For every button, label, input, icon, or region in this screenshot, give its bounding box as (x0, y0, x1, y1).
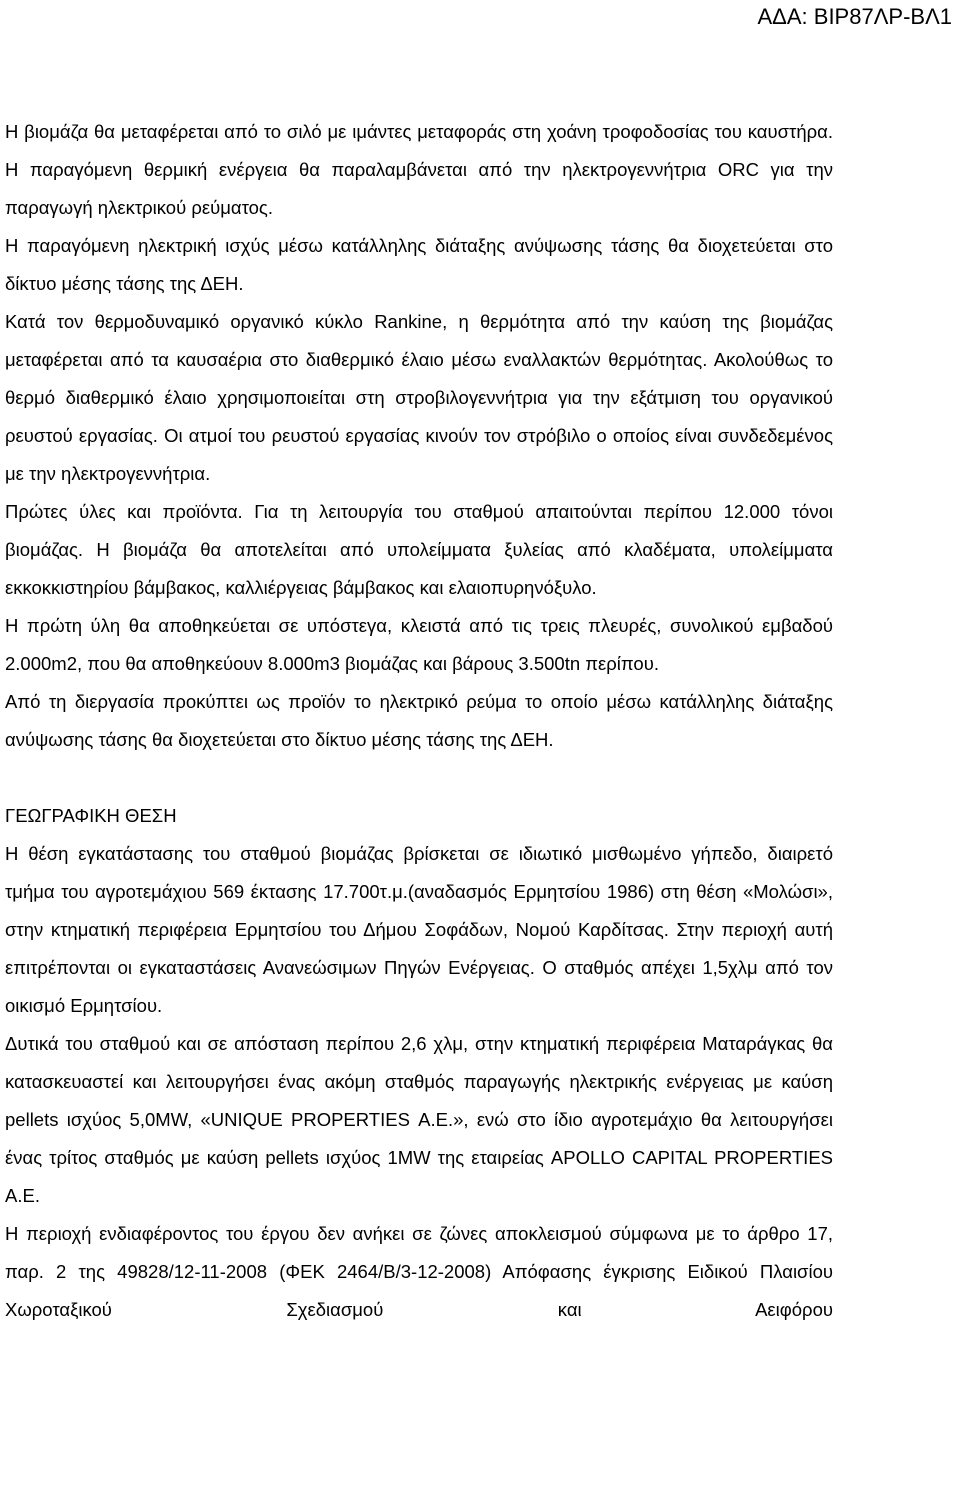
paragraph-biomass-transport: Η βιομάζα θα μεταφέρεται από το σιλό με ιμάντες μεταφοράς στη χοάνη τροφοδοσίας του καυστήρα. Η παραγόμενη θερμική ενέργεια θα παραλαμβάνεται από την ηλεκτρογεννήτρια ORC για την παραγωγή ηλεκτρικού ρεύματος. (5, 121, 833, 218)
paragraph-product: Από τη διεργασία προκύπτει ως προϊόν το ηλεκτρικό ρεύμα το οποίο μέσω κατάλληλης διάταξης ανύψωσης τάσης θα διοχετεύεται στο δίκτυο μέσης τάσης της ΔΕΗ. (5, 691, 833, 750)
paragraph-raw-materials: Πρώτες ύλες και προϊόντα. Για τη λειτουργία του σταθμού απαιτούνται περίπου 12.000 τόνοι βιομάζας. Η βιομάζα θα αποτελείται από υπολείμματα ξυλείας από κλαδέματα, υπολείμματα εκκοκκιστηρίου βάμβακος, καλλιέργειας βάμβακος και ελαιοπυρηνόξυλο. (5, 501, 833, 598)
document-body (5, 113, 833, 1329)
section-heading: ΓΕΩΓΡΑΦΙΚΗ ΘΕΣΗ (5, 805, 177, 826)
paragraph-power-grid: Η παραγόμενη ηλεκτρική ισχύς μέσω κατάλληλης διάταξης ανύψωσης τάσης θα διοχετεύεται στο δίκτυο μέσης τάσης της ΔΕΗ. (5, 235, 833, 294)
document-code: ΑΔΑ: ΒΙΡ87ΛΡ-ΒΛ1 (757, 4, 952, 29)
paragraph-nearby-stations: Δυτικά του σταθμού και σε απόσταση περίπου 2,6 χλμ, στην κτηματική περιφέρεια Mαταράγκας θα κατασκευαστεί και λειτουργήσει ένας ακόμη σταθμός παραγωγής ηλεκτρικής ενέργειας με καύση pellets ισχύος 5,0MW, «UNIQUE PROPERTIES Α.Ε.», ενώ στο ίδιο αγροτεμάχιο θα λειτουργήσει ένας τρίτος σταθμός με καύση pellets ισχύος 1MW της εταιρείας APOLLO CAPITAL PROPERTIES Α.Ε. (5, 1033, 833, 1206)
paragraph-exclusion-zones: Η περιοχή ενδιαφέροντος του έργου δεν ανήκει σε ζώνες αποκλεισμού σύμφωνα με το άρθρο 17, παρ. 2 της 49828/12-11-2008 (ΦΕΚ 2464/Β/3-12-2008) Απόφασης έγκρισης Ειδικού Πλαισίου Χωροταξικού Σχεδιασμού και Αειφόρου (5, 1223, 833, 1320)
paragraph-storage: Η πρώτη ύλη θα αποθηκεύεται σε υπόστεγα, κλειστά από τις τρεις πλευρές, συνολικού εμβαδού 2.000m2, που θα αποθηκεύουν 8.000m3 βιομάζας και βάρους 3.500tn περίπου. (5, 615, 833, 674)
paragraph-rankine-cycle: Κατά τον θερμοδυναμικό οργανικό κύκλο Rankine, η θερμότητα από την καύση της βιομάζας μεταφέρεται από τα καυσαέρια στο διαθερμικό έλαιο μέσω εναλλακτών θερμότητας. Ακολούθως το θερμό διαθερμικό έλαιο χρησιμοποιείται στη στροβιλογεννήτρια για την εξάτμιση του οργανικού ρευστού εργασίας. Οι ατμοί του ρευστού εργασίας κινούν τον στρόβιλο ο οποίος είναι συνδεδεμένος με την ηλεκτρογεννήτρια. (5, 311, 833, 484)
section-spacer (5, 759, 833, 797)
paragraph-location: Η θέση εγκατάστασης του σταθμού βιομάζας βρίσκεται σε ιδιωτικό μισθωμένο γήπεδο, διαιρετό τμήμα του αγροτεμάχιου 569 έκτασης 17.700τ.μ.(αναδασμός Ερμητσίου 1986) στη θέση «Μολώσι», στην κτηματική περιφέρεια Ερμητσίου του Δήμου Σοφάδων, Νομού Καρδίτσας. Στην περιοχή αυτή επιτρέπονται οι εγκαταστάσεις Ανανεώσιμων Πηγών Ενέργειας. Ο σταθμός απέχει 1,5χλμ από τον οικισμό Ερμητσίου. (5, 843, 833, 1016)
